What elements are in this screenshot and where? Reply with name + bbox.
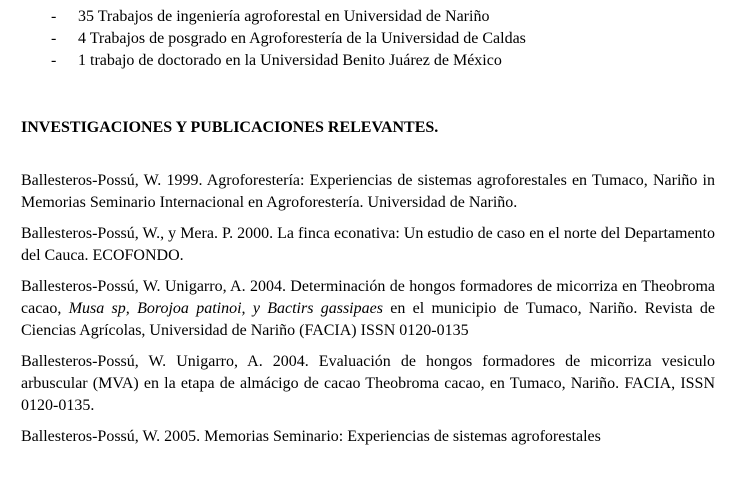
reference-text: Ballesteros-Possú, W. Unigarro, A. 2004. Determinación de hongos formadores de micorriza en Theobroma cacao, [21,278,715,317]
reference-entry: Ballesteros-Possú, W. 1999. Agroforestería: Experiencias de sistemas agroforestales en Tumaco, Nariño in Memorias Seminario Internacional en Agroforestería. Universidad de Nariño. [21,172,715,211]
reference-entry: Ballesteros-Possú, W., y Mera. P. 2000. La finca econativa: Un estudio de caso en el norte del Departamento del Cauca. ECOFONDO. [21,225,715,264]
section-heading: INVESTIGACIONES Y PUBLICACIONES RELEVANTES. [21,119,439,136]
reference-italic-species: Musa sp, Borojoa patinoi, y Bactirs gassipaes [68,300,383,317]
reference-entry: Ballesteros-Possú, W. 2005. Memorias Seminario: Experiencias de sistemas agroforestales [21,428,601,445]
list-dash: - [51,52,57,69]
list-item-text: 35 Trabajos de ingeniería agroforestal en Universidad de Nariño [78,8,490,25]
list-item-text: 1 trabajo de doctorado en la Universidad Benito Juárez de México [78,52,502,69]
reference-text: en el municipio de Tumaco, Nariño. Revista de Ciencias Agrícolas, Universidad de Nariño (FACIA) ISSN 0120-0135 [21,300,716,339]
reference-entry [21,276,715,342]
thesis-supervision-list [0,6,741,72]
list-item [0,6,741,28]
list-item-text: 4 Trabajos de posgrado en Agroforestería de la Universidad de Caldas [78,30,526,47]
reference-entry: Ballesteros-Possú, W. Unigarro, A. 2004. Evaluación de hongos formadores de micorriza vesiculo arbuscular (MVA) en la etapa de almácigo de cacao Theobroma cacao, en Tumaco, Nariño. FACIA, ISSN 0120-0135. [21,353,715,414]
list-item [0,28,741,50]
list-dash: - [51,8,57,25]
reference-list [21,170,715,457]
list-item [0,50,741,72]
list-dash: - [51,30,57,47]
